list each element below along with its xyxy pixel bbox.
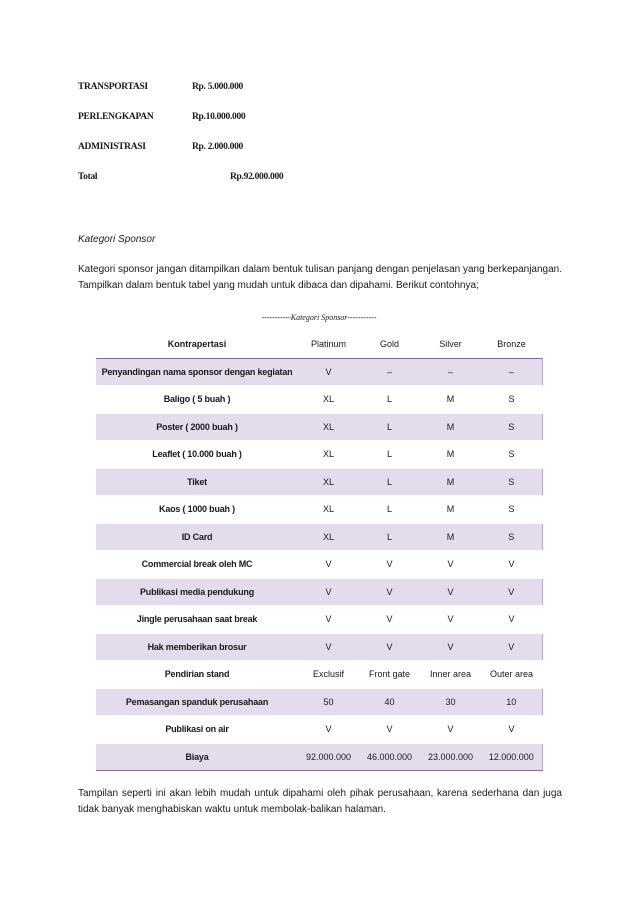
row-label-cell: Pemasangan spanduk perusahaan (96, 688, 298, 716)
table-row (96, 358, 542, 386)
header-kontrapertasi: Kontrapertasi (167, 339, 227, 350)
table-cell: M (420, 386, 481, 414)
table-cell: V (481, 633, 542, 661)
row-label-cell: Publikasi media pendukung (96, 578, 298, 606)
table-row (96, 441, 542, 469)
table-row (96, 633, 542, 661)
budget-label: PERLENGKAPAN (78, 112, 154, 122)
table-cell: Front gate (359, 661, 420, 689)
table-row (96, 661, 542, 689)
header-platinum: Platinum (310, 339, 346, 350)
row-label-cell: Pendirian stand (96, 661, 298, 689)
table-cell: V (359, 633, 420, 661)
section-title: Kategori Sponsor (78, 234, 156, 245)
table-cell: V (420, 578, 481, 606)
table-cell: V (298, 551, 359, 579)
table-cell: S (481, 496, 542, 524)
table-cell: XL (298, 468, 359, 496)
table-cell: V (420, 551, 481, 579)
table-cell: V (420, 633, 481, 661)
table-cell: L (359, 496, 420, 524)
table-cell: V (420, 716, 481, 744)
table-cell: L (359, 441, 420, 469)
table-cell: M (420, 523, 481, 551)
table-cell: V (298, 716, 359, 744)
table-cell: XL (298, 496, 359, 524)
table-cell: 40 (359, 688, 420, 716)
table-cell: V (298, 633, 359, 661)
row-label-cell: Jingle perusahaan saat break (96, 606, 298, 634)
table-header-row (96, 331, 542, 358)
table-cell: M (420, 468, 481, 496)
table-cell: V (481, 606, 542, 634)
table-cell: M (420, 441, 481, 469)
total-label: Total (78, 172, 98, 182)
table-row (96, 688, 542, 716)
table-cell: V (481, 578, 542, 606)
table-cell: S (481, 468, 542, 496)
table-cell: S (481, 413, 542, 441)
row-label-cell: Leaflet ( 10.000 buah ) (96, 441, 298, 469)
budget-label: ADMINISTRASI (78, 142, 146, 152)
row-label-cell: Commercial break oleh MC (96, 551, 298, 579)
table-cell: – (420, 358, 481, 386)
row-label-cell: Poster ( 2000 buah ) (96, 413, 298, 441)
total-value: Rp.92.000.000 (230, 172, 284, 182)
table-cell: 12.000.000 (481, 743, 542, 771)
table-cell: 50 (298, 688, 359, 716)
table-row (96, 413, 542, 441)
table-cell: V (359, 551, 420, 579)
row-label-cell: Hak memberikan brosur (96, 633, 298, 661)
table-cell: V (298, 358, 359, 386)
row-label-cell: Baligo ( 5 buah ) (96, 386, 298, 414)
table-row (96, 578, 542, 606)
table-cell: M (420, 496, 481, 524)
header-gold: Gold (379, 339, 399, 350)
table-cell: 10 (481, 688, 542, 716)
table-cell: XL (298, 386, 359, 414)
table-cell: M (420, 413, 481, 441)
table-row (96, 386, 542, 414)
row-label-cell: Kaos ( 1000 buah ) (96, 496, 298, 524)
header-silver: Silver (439, 339, 462, 350)
budget-value: Rp. 5.000.000 (192, 82, 243, 92)
budget-label: TRANSPORTASI (78, 82, 148, 92)
table-cell: V (298, 578, 359, 606)
sponsor-table (96, 331, 543, 771)
table-cell: 46.000.000 (359, 743, 420, 771)
table-cell: V (481, 716, 542, 744)
row-label-cell: Penyandingan nama sponsor dengan kegiatan (96, 358, 298, 386)
table-cell: – (359, 358, 420, 386)
table-cell: V (481, 551, 542, 579)
table-cell: V (420, 606, 481, 634)
table-cell: 23.000.000 (420, 743, 481, 771)
outro-paragraph: Tampilan seperti ini akan lebih mudah untuk dipahami oleh pihak perusahaan, karena sederhana dan juga tidak banyak menghabiskan waktu untuk membolak-balikan halaman. (78, 788, 562, 815)
table-cell: L (359, 468, 420, 496)
table-cell: XL (298, 413, 359, 441)
budget-value: Rp.10.000.000 (192, 112, 246, 122)
table-row (96, 468, 542, 496)
row-label-cell: Biaya (96, 743, 298, 771)
table-cell: – (481, 358, 542, 386)
table-cell: S (481, 386, 542, 414)
row-label-cell: Publikasi on air (96, 716, 298, 744)
table-cell: Outer area (481, 661, 542, 689)
intro-paragraph: Kategori sponsor jangan ditampilkan dalam bentuk tulisan panjang dengan penjelasan yang berkepanjangan. Tampilkan dalam bentuk tabel yang mudah untuk dibaca dan dipahami. Berikut contohnya; (78, 264, 562, 291)
table-cell: XL (298, 441, 359, 469)
table-cell: 92.000.000 (298, 743, 359, 771)
table-cell: XL (298, 523, 359, 551)
table-row (96, 496, 542, 524)
table-caption: -----------Kategori Sponsor----------- (261, 313, 377, 322)
header-bronze: Bronze (497, 339, 526, 350)
budget-value: Rp. 2.000.000 (192, 142, 243, 152)
table-cell: V (359, 578, 420, 606)
table-row (96, 606, 542, 634)
table-cell: V (298, 606, 359, 634)
table-cell: Inner area (420, 661, 481, 689)
table-cell: L (359, 386, 420, 414)
table-cell: S (481, 441, 542, 469)
table-cell: V (359, 606, 420, 634)
table-cell: V (359, 716, 420, 744)
table-row (96, 523, 542, 551)
table-cell: L (359, 413, 420, 441)
table-cell: 30 (420, 688, 481, 716)
table-row (96, 551, 542, 579)
table-cell: L (359, 523, 420, 551)
table-cell: Exclusif (298, 661, 359, 689)
table-row (96, 716, 542, 744)
table-cell: S (481, 523, 542, 551)
row-label-cell: Tiket (96, 468, 298, 496)
row-label-cell: ID Card (96, 523, 298, 551)
table-row (96, 743, 542, 771)
